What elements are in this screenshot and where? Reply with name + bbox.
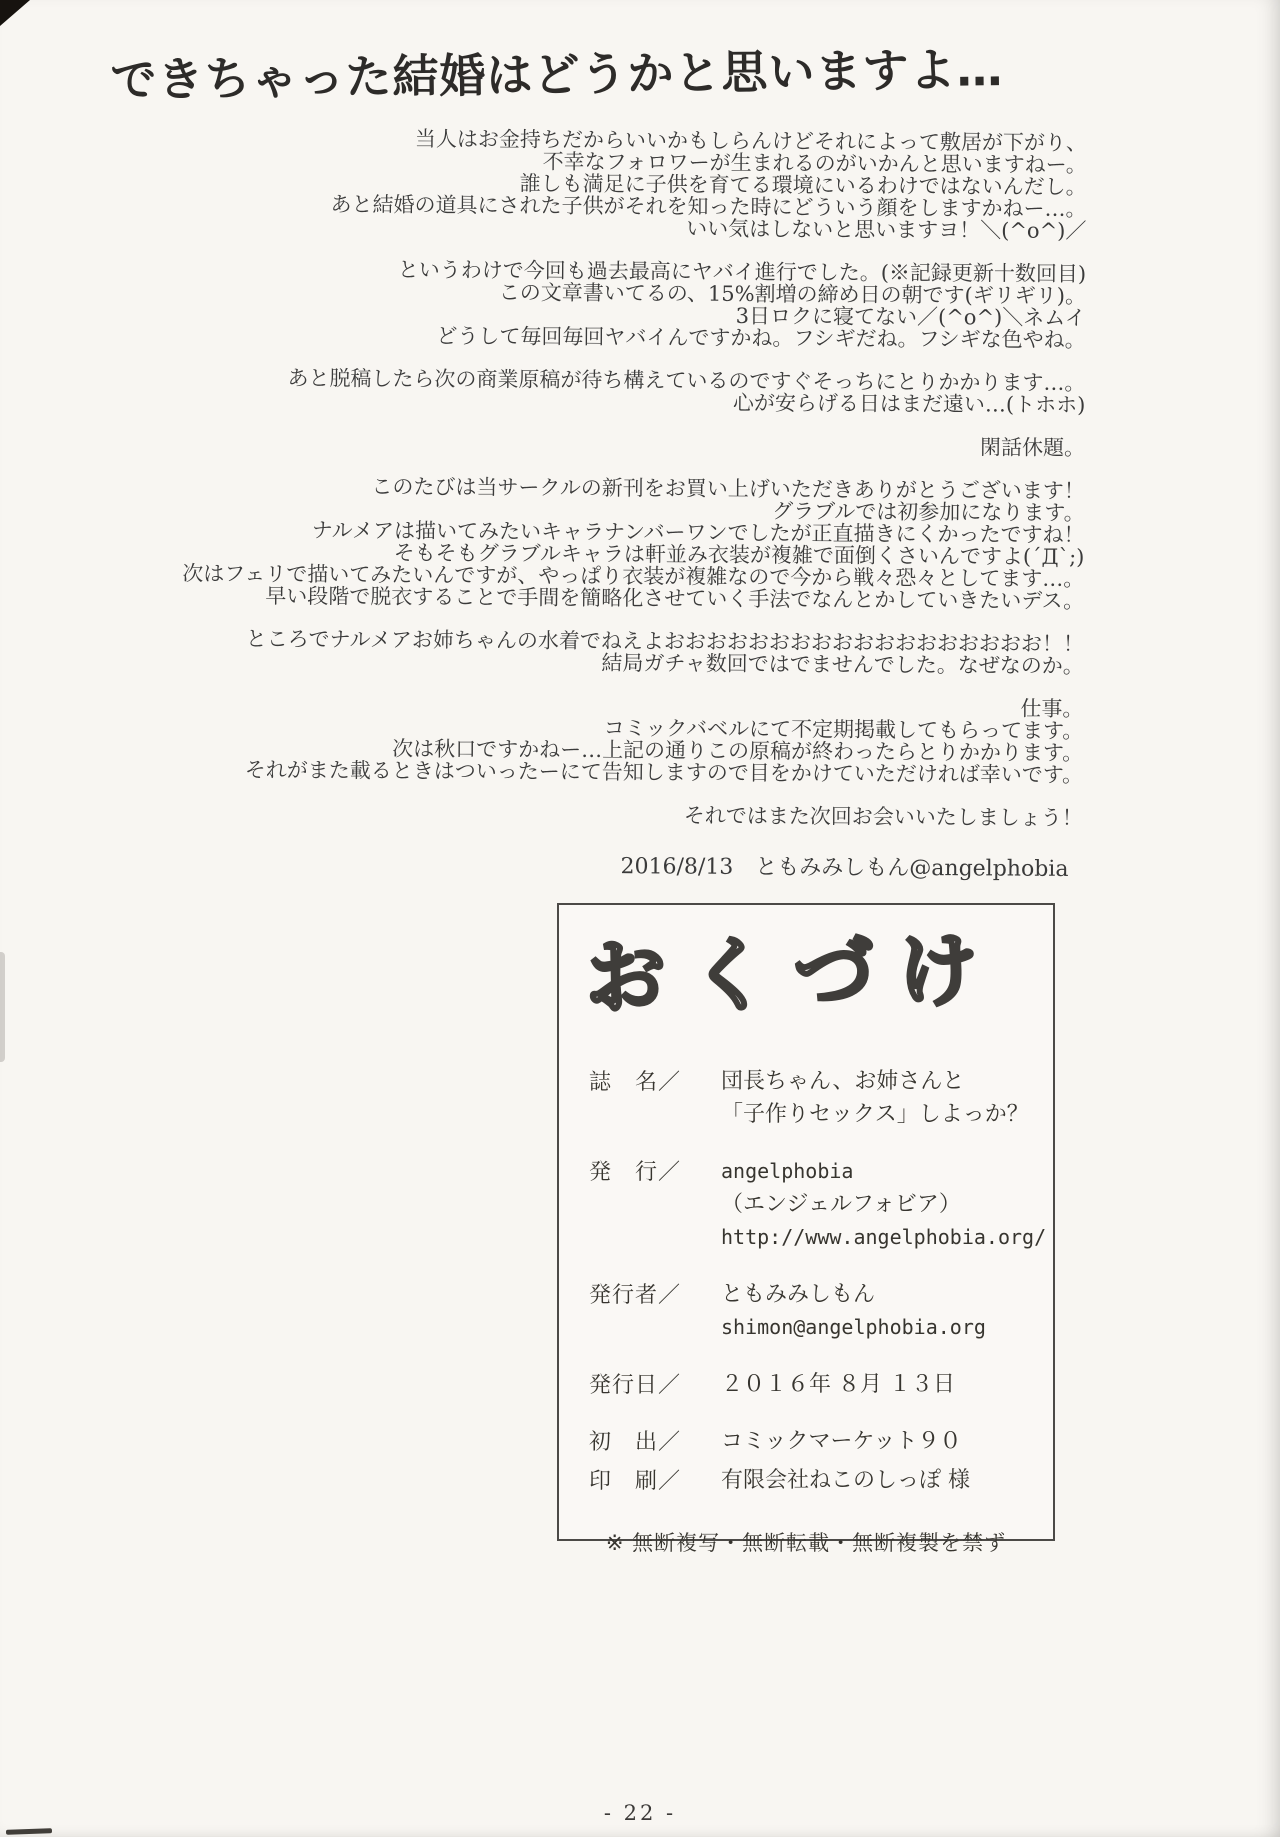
colophon-row-values	[721, 1278, 986, 1344]
colophon-rows	[589, 1065, 1053, 1497]
colophon-row	[589, 1464, 1053, 1497]
colophon-row-values	[721, 1368, 955, 1401]
colophon-value-line: （エンジェルフォビア）	[721, 1192, 961, 1217]
paragraph	[89, 126, 1087, 242]
text-line: あと結婚の道具にされた子供がそれを知った時にどういう顔をしますかねー…。	[330, 192, 1087, 221]
colophon-value-line: 有限会社ねこのしっぽ 様	[721, 1468, 970, 1493]
text-line: このたびは当サークルの新刊をお買い上げいただきありがとうございます！	[371, 474, 1085, 503]
colophon-row	[589, 1278, 1053, 1344]
colophon-row	[589, 1065, 1053, 1131]
colophon-value-line: 「子作りセックス」しよっか？	[721, 1102, 1029, 1127]
text-line: いい気はしないと思いますヨ！＼(^o^)／	[686, 216, 1087, 243]
text-line: 仕事。	[1020, 696, 1084, 721]
text-line: 当人はお金持ちだからいいかもしらんけどそれによって敷居が下がり、	[414, 126, 1088, 155]
text-line: 次はフェリで描いてみたいんですが、やっぱり衣装が複雑なので今から戦々恐々としてます…。	[182, 561, 1085, 591]
text-line: そもそもグラブルキャラは軒並み衣装が複雑で面倒くさいんですよ(´Д`;)	[393, 540, 1085, 569]
colophon-value-line: 団長ちゃん、お姉さんと	[721, 1069, 965, 1094]
colophon-value-line: コミックマーケット９０	[721, 1429, 962, 1454]
text-line: 閑話休題。	[979, 435, 1086, 460]
text-line: 不幸なフォロワーが生まれるのがいかんと思いますねー。	[542, 149, 1087, 177]
scan-speck-artifact	[6, 1828, 52, 1835]
text-line: どうして毎回毎回ヤバイんですかね。フシギだね。フシギな色やね。	[436, 324, 1086, 352]
paragraph	[88, 366, 1085, 416]
afterword-paragraphs	[86, 126, 1087, 829]
colophon-row	[589, 1368, 1053, 1401]
colophon-title: おくづけ	[584, 923, 1003, 1025]
colophon-row-label: 誌 名／	[589, 1070, 682, 1095]
colophon-value-line: shimon@angelphobia.org	[721, 1315, 986, 1339]
paragraph	[87, 474, 1085, 612]
text-line: 心が安らげる日はまだ遠い…(トホホ)	[732, 390, 1086, 417]
text-line: ところでナルメアお姉ちゃんの水着でねえよおおおおおおおおおおおおおおおおおお！！	[245, 626, 1084, 656]
colophon-value-line: ともみみしもん	[721, 1282, 876, 1307]
page-number: - 22 -	[603, 1801, 677, 1825]
colophon-row	[589, 1425, 1053, 1458]
colophon-value-line: http://www.angelphobia.org/	[721, 1225, 1047, 1249]
colophon-row	[589, 1155, 1053, 1254]
colophon-row-values	[721, 1065, 1029, 1131]
paragraph	[87, 627, 1084, 677]
text-line: ナルメアは描いてみたいキャラナンバーワンでしたが正直描きにくかったですね！	[311, 518, 1085, 547]
text-line: あと脱稿したら次の商業原稿が待ち構えているのですぐそっちにとりかかります…。	[287, 366, 1086, 395]
colophon-row-label: 初 出／	[589, 1430, 682, 1455]
text-line: それではまた次回お会いいたしましょう！	[683, 803, 1083, 830]
text-line: グラブルでは初参加になります。	[772, 499, 1085, 525]
text-line: というわけで今回も過去最高にヤバイ進行でした。(※記録更新十数回目)	[397, 257, 1087, 286]
paragraph	[88, 431, 1085, 459]
colophon-row-label: 発行者／	[589, 1283, 682, 1308]
text-line: 誰しも満足に子供を育てる環境にいるわけではないんだし。	[519, 171, 1087, 199]
text-line: 次は秋口ですかねー…上記の通りこの原稿が終わったらとりかかります。	[392, 736, 1084, 765]
text-line: この文章書いてるの、15%割増の締め日の朝です(ギリギリ)。	[498, 280, 1087, 308]
scan-corner-artifact	[0, 0, 30, 26]
text-line: 早い段階で脱衣することで手間を簡略化させていく手法でなんとかしていきたいデス。	[265, 583, 1085, 613]
text-line: コミックバベルにて不定期掲載してもらってます。	[603, 716, 1084, 743]
colophon-box	[557, 903, 1055, 1555]
paragraph	[89, 257, 1087, 351]
text-line: 結局ガチャ数回ではでませんでした。なぜなのか。	[601, 651, 1084, 678]
text-line: それがまた載るときはついったーにて告知しますので目をかけていただければ幸いです。	[244, 757, 1084, 787]
page-title: できちゃった結婚はどうかと思いますよ…	[110, 42, 1004, 107]
paragraph	[86, 801, 1083, 829]
colophon-row-label: 発行日／	[589, 1373, 682, 1398]
afterword-text	[85, 126, 1087, 881]
scan-edge-artifact	[0, 952, 5, 1062]
copyright-notice: ※ 無断複写・無断転載・無断複製を禁ず	[605, 1531, 1007, 1555]
colophon-row-label: 発 行／	[589, 1160, 682, 1185]
colophon-row-values	[721, 1155, 1046, 1254]
text-line: 3日ロクに寝てない／(^o^)＼ネムイ	[735, 303, 1086, 330]
signature-line: 2016/8/13 ともみみしもん@angelphobia	[620, 854, 1069, 882]
colophon-row-label: 印 刷／	[589, 1469, 682, 1494]
paragraph	[86, 692, 1084, 786]
colophon-row-values	[721, 1425, 961, 1458]
colophon-row-values	[721, 1464, 970, 1497]
colophon-value-line: angelphobia	[721, 1159, 854, 1183]
colophon-value-line: ２０１６年 ８月 １３日	[721, 1372, 955, 1397]
